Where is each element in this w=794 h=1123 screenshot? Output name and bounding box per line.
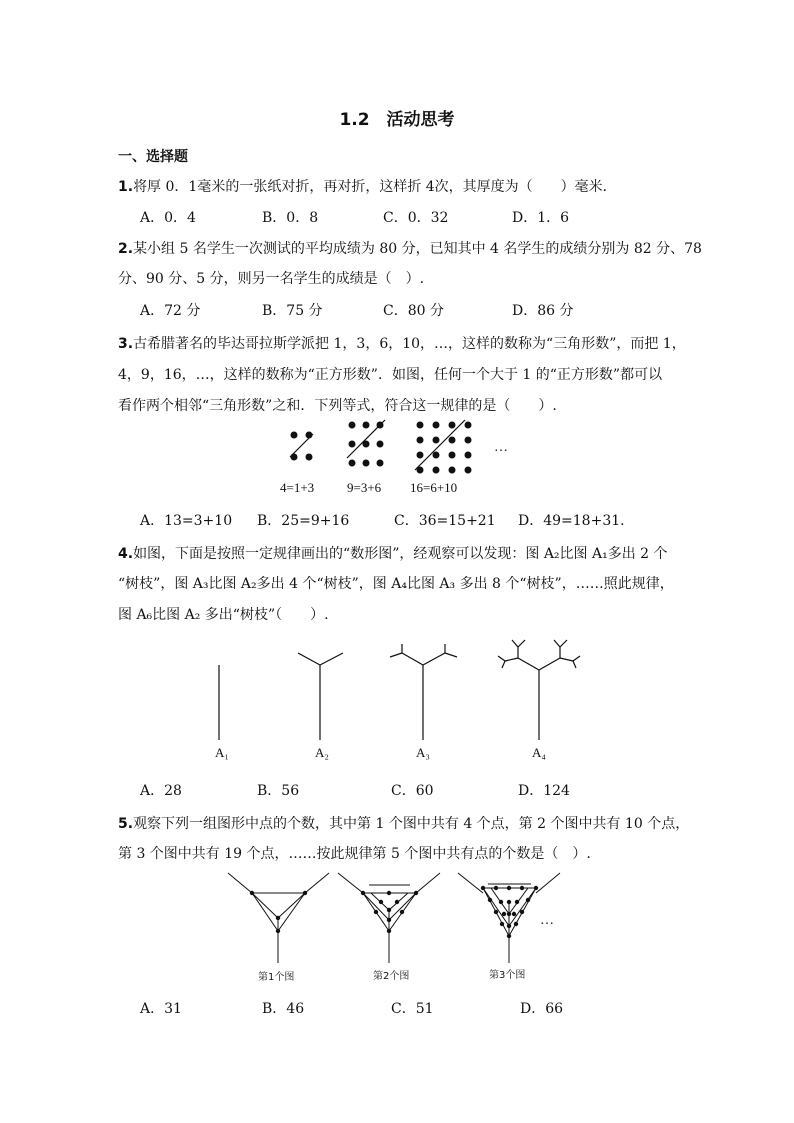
square-4-figure (290, 432, 313, 460)
option-b: B．46 (262, 1001, 305, 1017)
ellipsis: … (494, 440, 508, 455)
option-a: A．31 (140, 1001, 182, 1017)
question-text: 古希腊著名的毕达哥拉斯学派把 1，3，6，10，…，这样的数称为“三角形数”，而把 1， (133, 336, 686, 352)
option-a: A．28 (140, 783, 182, 799)
option-b: B．56 (257, 783, 300, 799)
tree-a2 (298, 653, 343, 740)
question-5 (118, 813, 689, 833)
option-d: D．124 (518, 783, 570, 799)
option-a: A．72 分 (140, 303, 201, 319)
option-d: D．49=18+31． (518, 513, 635, 529)
question-number: 2. (118, 241, 134, 257)
question-2 (118, 238, 702, 258)
figure-caption: 16=6+10 (410, 480, 458, 495)
tree-a4 (498, 640, 580, 740)
ellipsis: … (540, 913, 554, 928)
figure-caption: A₄ (532, 745, 546, 760)
question-text-line: 图 A₆比图 A₂ 多出“树枝”（ ）. (118, 607, 329, 623)
option-a: A．13=3+10 (140, 513, 233, 529)
figure-caption: A₁ (215, 745, 229, 760)
figure-caption: 第1个图 (258, 972, 295, 983)
option-b: B．0．8 (262, 210, 319, 226)
triangle-point-figures (225, 868, 565, 968)
option-b: B．25=9+16 (257, 513, 350, 529)
option-c: C．80 分 (383, 303, 444, 319)
option-b: B．75 分 (262, 303, 323, 319)
option-c: C．0．32 (383, 210, 449, 226)
question-text-line: 第 3 个图中共有 19 个点，……按此规律第 5 个图中共有点的个数是（ ）. (118, 846, 591, 862)
question-text-line: 4，9，16，…，这样的数称为“正方形数”．如图，任何一个大于 1 的“正方形数”都可以 (118, 367, 663, 383)
question-text-line: “树枝”，图 A₃比图 A₂多出 4 个“树枝”，图 A₄比图 A₃ 多出 8 个“树枝”，……照此规律， (118, 576, 674, 592)
dot-square-figures (280, 420, 520, 500)
square-9-figure (347, 420, 385, 466)
figure-caption: 9=3+6 (347, 480, 382, 495)
question-number: 5. (118, 816, 134, 832)
option-d: D．66 (520, 1001, 564, 1017)
figure-caption: A₃ (416, 745, 430, 760)
question-number: 4. (118, 546, 134, 562)
question-text: 观察下列一组图形中点的个数，其中第 1 个图中共有 4 个点，第 2 个图中共有 10 个点， (133, 816, 690, 832)
question-text-line: 分、90 分、5 分，则另一名学生的成绩是（ ）. (118, 271, 425, 287)
question-number: 3. (118, 336, 134, 352)
question-text-line: 看作两个相邻“三角形数”之和．下列等式，符合这一规律的是（ ）. (118, 398, 557, 414)
option-a: A．0．4 (140, 210, 196, 226)
option-c: C．51 (391, 1001, 434, 1017)
option-c: C．36=15+21 (394, 513, 496, 529)
question-text: 如图，下面是按照一定规律画出的“数形图”，经观察可以发现：图 A₂比图 A₁多出 2 个 (133, 546, 668, 562)
page-title: 1.2 活动思考 (339, 110, 455, 130)
section-heading: 一、选择题 (118, 149, 188, 165)
question-number: 1. (118, 179, 134, 195)
figure-caption: 第2个图 (373, 971, 410, 982)
figure-caption: 4=1+3 (280, 480, 315, 495)
square-16-figure (415, 420, 471, 473)
question-4 (118, 543, 668, 563)
question-text: 将厚 0．1毫米的一张纸对折，再对折，这样折 4次，其厚度为（ ）毫米． (133, 179, 617, 195)
figure-caption: A₂ (315, 745, 329, 760)
figure-caption: 第3个图 (489, 970, 526, 981)
triangle-figure-2 (338, 873, 440, 963)
tree-figures (200, 630, 620, 750)
question-text: 某小组 5 名学生一次测试的平均成绩为 80 分，已知其中 4 名学生的成绩分别为 82 分、78 (133, 241, 702, 257)
question-1 (118, 176, 617, 196)
triangle-figure-1 (228, 873, 329, 963)
option-d: D．1．6 (512, 210, 570, 226)
option-d: D．86 分 (512, 303, 574, 319)
tree-a3 (390, 644, 457, 740)
option-c: C．60 (391, 783, 434, 799)
question-3 (118, 333, 686, 353)
